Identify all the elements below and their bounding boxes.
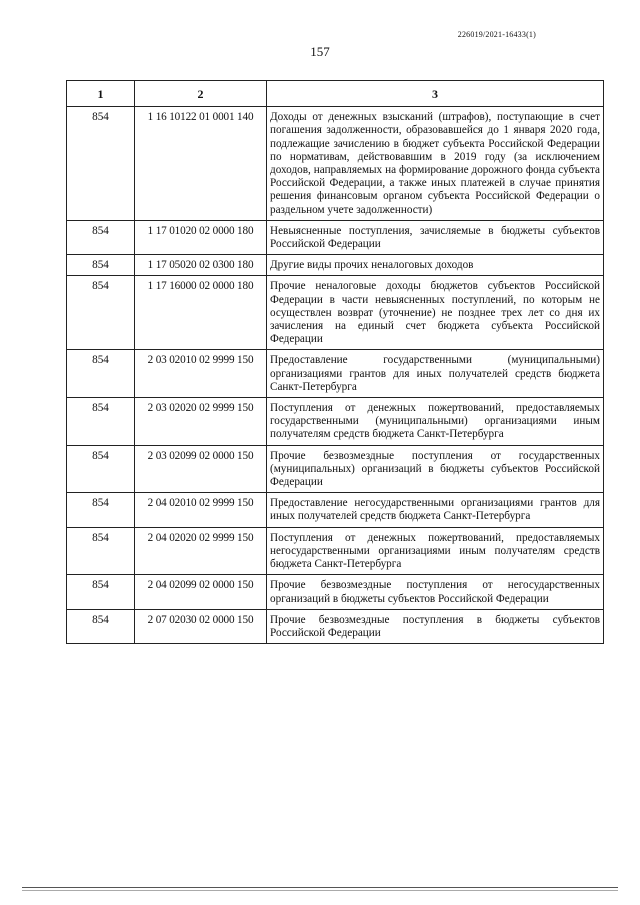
admin-code-cell: 854 bbox=[67, 220, 135, 254]
table-header bbox=[67, 81, 604, 107]
budget-code-cell: 2 04 02099 02 0000 150 bbox=[135, 575, 267, 609]
table-row bbox=[67, 350, 604, 398]
table-row bbox=[67, 527, 604, 575]
budget-code-cell: 1 16 10122 01 0001 140 bbox=[135, 107, 267, 221]
description-cell: Предоставление государственными (муниципальными) организациями грантов для иных получателей средств бюджета Санкт-Петербурга bbox=[267, 350, 604, 398]
admin-code-cell: 854 bbox=[67, 493, 135, 527]
budget-code-cell: 2 07 02030 02 0000 150 bbox=[135, 609, 267, 643]
admin-code-cell: 854 bbox=[67, 107, 135, 221]
budget-code-cell: 1 17 05020 02 0300 180 bbox=[135, 255, 267, 276]
description-cell: Другие виды прочих неналоговых доходов bbox=[267, 255, 604, 276]
description-cell: Прочие безвозмездные поступления в бюджеты субъектов Российской Федерации bbox=[267, 609, 604, 643]
description-cell: Прочие неналоговые доходы бюджетов субъектов Российской Федерации в части невыясненных поступлений, по которым не осуществлен возврат (уточнение) не позднее трех лет со дня их зачисления на единый счет бюджета субъекта Российской Федерации bbox=[267, 276, 604, 350]
admin-code-cell: 854 bbox=[67, 276, 135, 350]
table-row bbox=[67, 445, 604, 493]
column-header-2: 2 bbox=[135, 81, 267, 107]
budget-code-cell: 2 04 02020 02 9999 150 bbox=[135, 527, 267, 575]
table-row bbox=[67, 107, 604, 221]
admin-code-cell: 854 bbox=[67, 575, 135, 609]
budget-code-table bbox=[66, 80, 604, 644]
table-body bbox=[67, 107, 604, 644]
admin-code-cell: 854 bbox=[67, 609, 135, 643]
description-cell: Доходы от денежных взысканий (штрафов), поступающие в счет погашения задолженности, образовавшейся до 1 января 2020 года, подлежащие зачислению в бюджет субъекта Российской Федерации по нормативам, действовавшим в 2019 году (за исключением доходов, направляемых на формирование дорожного фонда субъекта Российской Федерации, а также иных платежей в случае принятия решения финансовым органом субъекта Российской Федерации о раздельном учете задолженности) bbox=[267, 107, 604, 221]
budget-code-cell: 1 17 01020 02 0000 180 bbox=[135, 220, 267, 254]
budget-code-cell: 2 03 02020 02 9999 150 bbox=[135, 398, 267, 446]
table-row bbox=[67, 493, 604, 527]
page-number: 157 bbox=[310, 44, 330, 59]
description-cell: Предоставление негосударственными организациями грантов для иных получателей средств бюджета Санкт-Петербурга bbox=[267, 493, 604, 527]
budget-code-cell: 2 03 02099 02 0000 150 bbox=[135, 445, 267, 493]
description-cell: Невыясненные поступления, зачисляемые в бюджеты субъектов Российской Федерации bbox=[267, 220, 604, 254]
budget-code-cell: 1 17 16000 02 0000 180 bbox=[135, 276, 267, 350]
description-cell: Прочие безвозмездные поступления от государственных (муниципальных) организаций в бюджеты субъектов Российской Федерации bbox=[267, 445, 604, 493]
table-row bbox=[67, 276, 604, 350]
description-cell: Поступления от денежных пожертвований, предоставляемых государственными (муниципальными) организациями иным получателям средств бюджета Санкт-Петербурга bbox=[267, 398, 604, 446]
document-id: 226019/2021-16433(1) bbox=[457, 30, 536, 39]
page-bottom-divider bbox=[22, 887, 618, 888]
description-cell: Прочие безвозмездные поступления от негосударственных организаций в бюджеты субъектов Российской Федерации bbox=[267, 575, 604, 609]
header-row bbox=[67, 81, 604, 107]
table-row bbox=[67, 609, 604, 643]
table-row bbox=[67, 398, 604, 446]
column-header-1: 1 bbox=[67, 81, 135, 107]
budget-code-cell: 2 03 02010 02 9999 150 bbox=[135, 350, 267, 398]
admin-code-cell: 854 bbox=[67, 350, 135, 398]
description-cell: Поступления от денежных пожертвований, предоставляемых негосударственными организациями иным получателям средств бюджета Санкт-Петербурга bbox=[267, 527, 604, 575]
admin-code-cell: 854 bbox=[67, 255, 135, 276]
budget-code-cell: 2 04 02010 02 9999 150 bbox=[135, 493, 267, 527]
admin-code-cell: 854 bbox=[67, 445, 135, 493]
page-bottom-divider-secondary bbox=[22, 890, 618, 891]
table-row bbox=[67, 575, 604, 609]
admin-code-cell: 854 bbox=[67, 527, 135, 575]
admin-code-cell: 854 bbox=[67, 398, 135, 446]
table-row bbox=[67, 255, 604, 276]
column-header-3: 3 bbox=[267, 81, 604, 107]
table-row bbox=[67, 220, 604, 254]
